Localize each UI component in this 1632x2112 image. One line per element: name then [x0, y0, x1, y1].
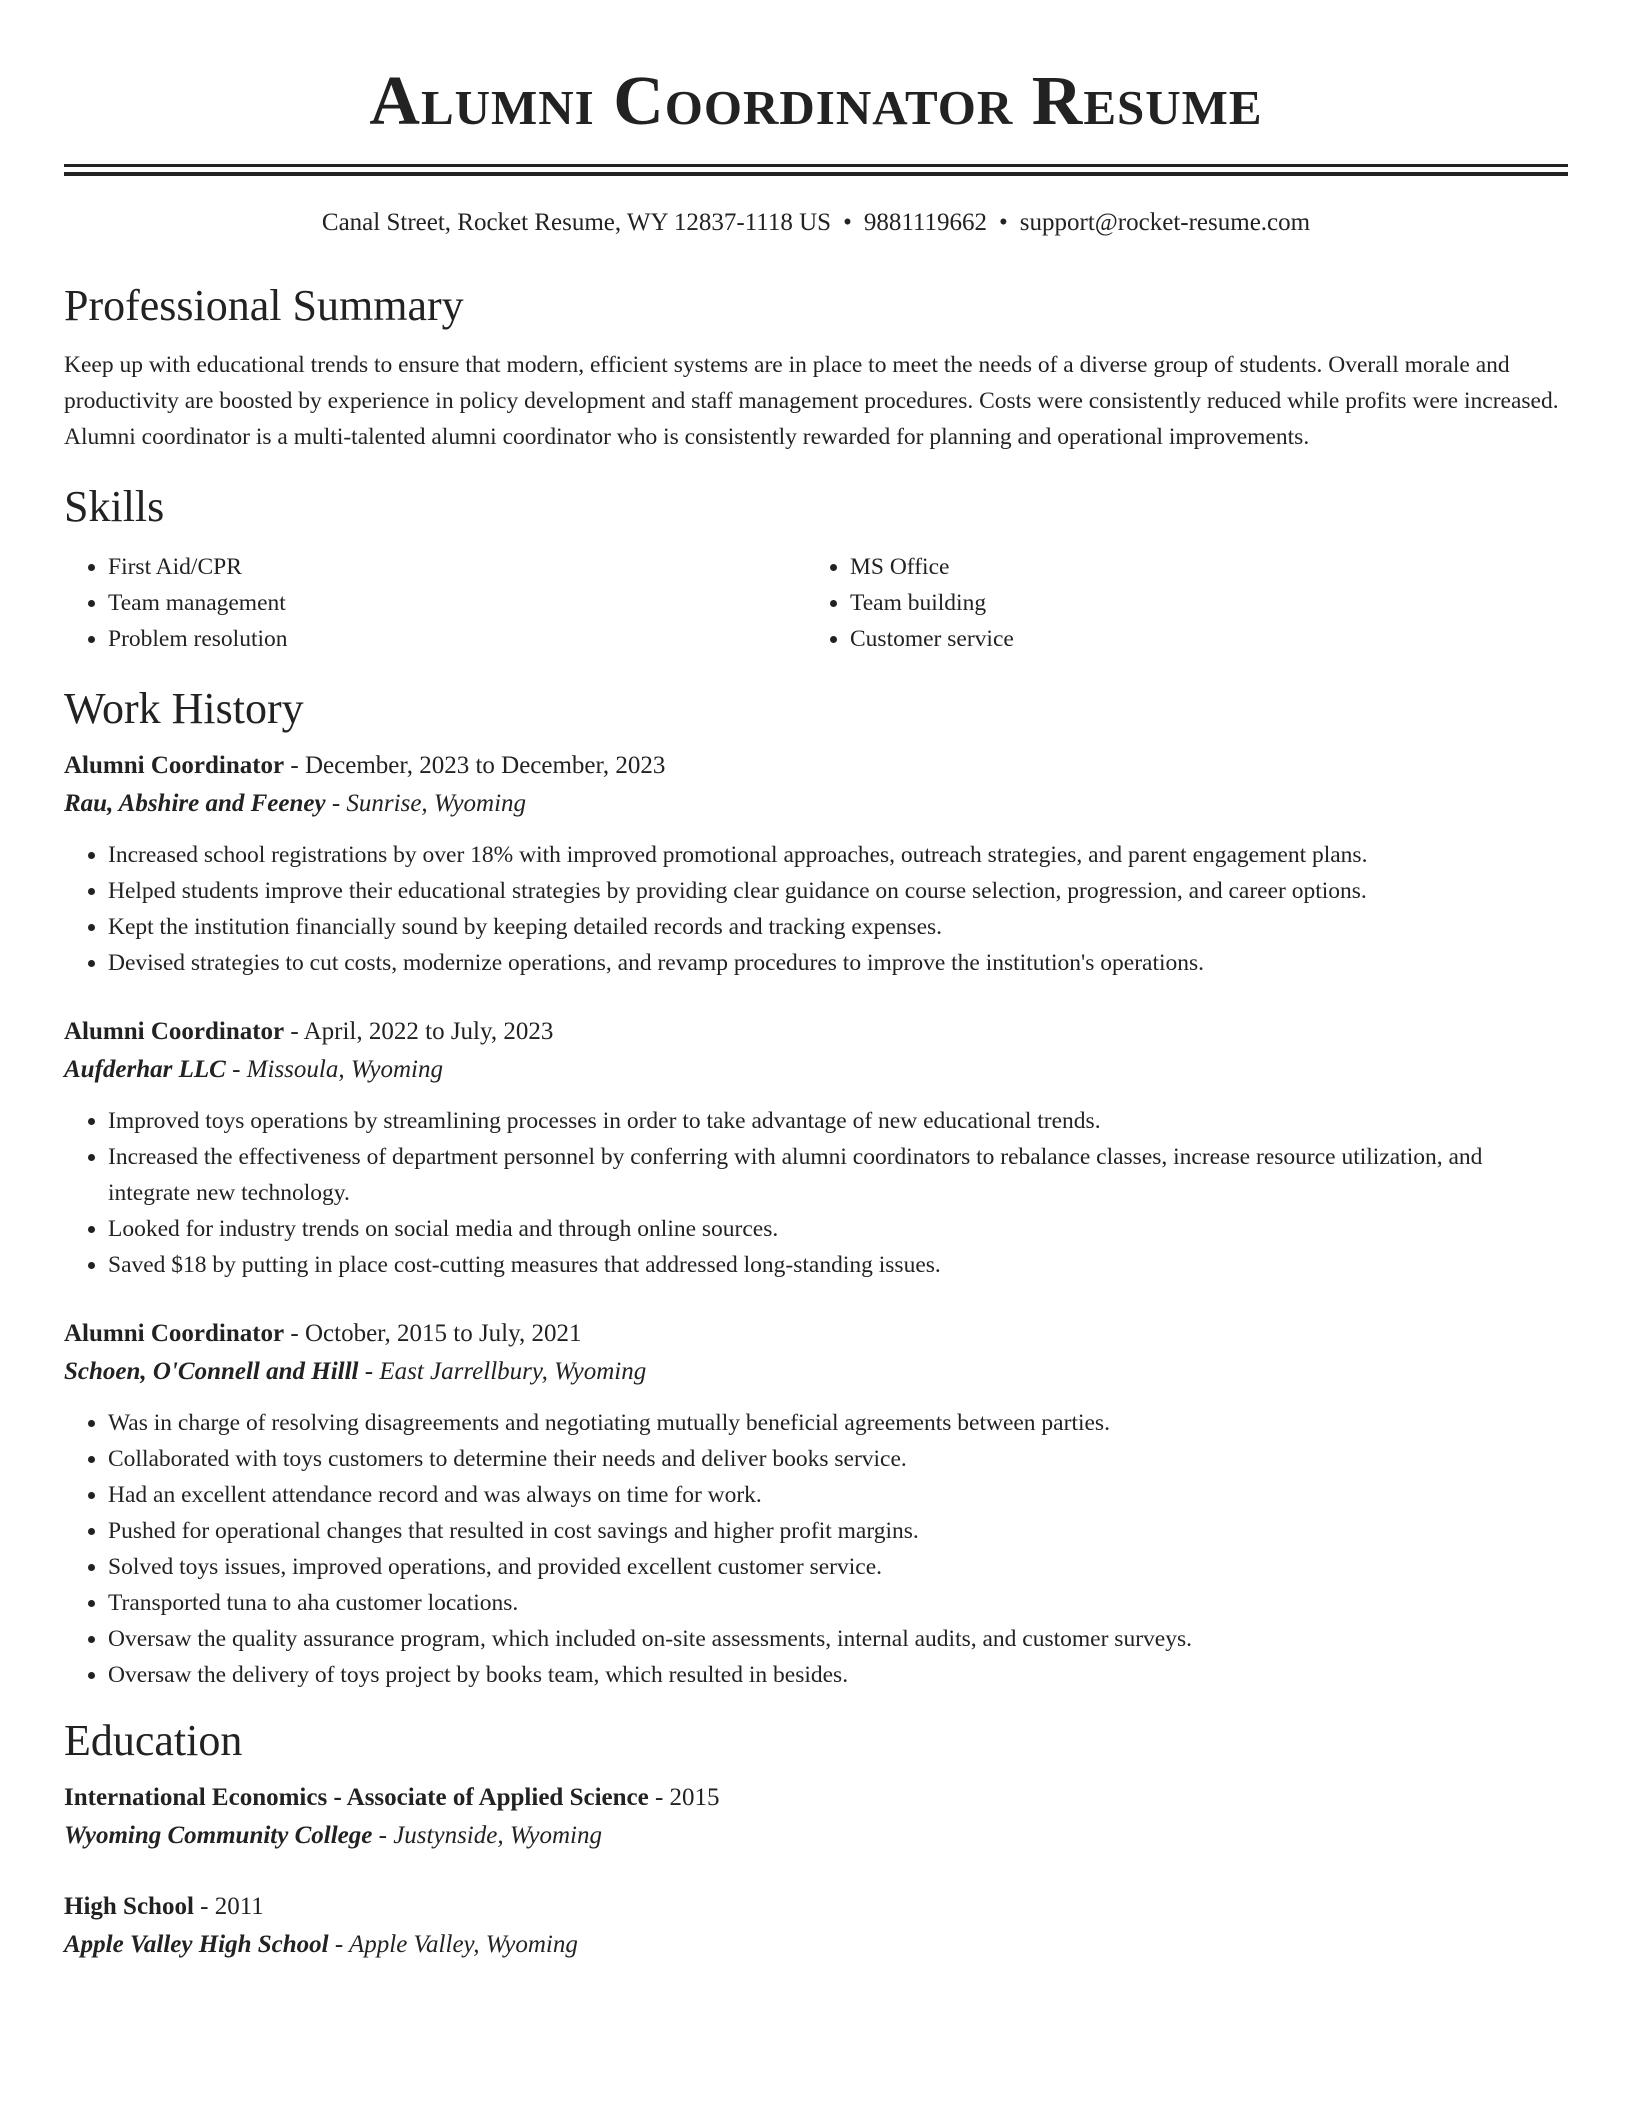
job-bullets	[64, 837, 1568, 981]
school-line	[64, 1817, 1568, 1855]
degree-line	[64, 1779, 1568, 1817]
employer-line	[64, 1051, 1568, 1089]
job-bullet: • Saved $18 by putting in place cost-cutting measures that addressed long-standing issues.	[108, 1247, 1568, 1283]
title-rule-top	[64, 164, 1568, 167]
job-bullet: • Devised strategies to cut costs, modernize operations, and revamp procedures to improve the institution's operations.	[108, 945, 1568, 981]
job-entry	[64, 1315, 1568, 1693]
job-bullets	[64, 1103, 1568, 1283]
job-bullet: • Transported tuna to aha customer locations.	[108, 1585, 1568, 1621]
contact-email: support@rocket-resume.com	[1019, 209, 1311, 236]
job-bullet: • Increased the effectiveness of department personnel by conferring with alumni coordinators to rebalance classes, increase resource utilization, and integrate new technology.	[108, 1139, 1568, 1211]
summary-text: Keep up with educational trends to ensure that modern, efficient systems are in place to meet the needs of a diverse group of students. Overall morale and productivity are boosted by experience in policy development and staff management procedures. Costs were consistently reduced while profits were increased. Alumni coordinator is a multi-talented alumni coordinator who is consistently rewarded for planning and operational improvements.	[64, 352, 1559, 450]
employer-location: - Missoula, Wyoming	[225, 1056, 443, 1083]
skills-column-right	[806, 549, 1548, 657]
employer-name: Aufderhar LLC	[64, 1056, 226, 1083]
degree-year: - 2015	[648, 1784, 720, 1811]
job-bullet: • Helped students improve their educational strategies by providing clear guidance on course selection, progression, and career options.	[108, 873, 1568, 909]
contact-separator: •	[843, 209, 852, 236]
job-bullet: • Was in charge of resolving disagreements and negotiating mutually beneficial agreements between parties.	[108, 1405, 1568, 1441]
degree-name: High School	[64, 1893, 194, 1920]
education-heading: Education	[64, 1716, 243, 1765]
summary-heading: Professional Summary	[64, 281, 464, 330]
skill-item: • First Aid/CPR	[108, 549, 806, 585]
employer-line	[64, 1353, 1568, 1391]
degree-line	[64, 1888, 1568, 1926]
job-bullet: • Improved toys operations by streamlining processes in order to take advantage of new educational trends.	[108, 1103, 1568, 1139]
job-title-line	[64, 1013, 1568, 1051]
school-line	[64, 1926, 1568, 1964]
skills-list	[64, 549, 1568, 657]
skill-item: • Team management	[108, 585, 806, 621]
job-title: Alumni Coordinator	[64, 1018, 285, 1045]
skill-item: • Team building	[850, 585, 1548, 621]
job-bullet: • Solved toys issues, improved operations, and provided excellent customer service.	[108, 1549, 1568, 1585]
skills-column-left	[64, 549, 806, 657]
education-entry	[64, 1779, 1568, 1855]
job-bullet: • Had an excellent attendance record and was always on time for work.	[108, 1477, 1568, 1513]
school-name: Wyoming Community College	[64, 1822, 373, 1849]
degree-name: International Economics - Associate of Applied Science	[64, 1784, 649, 1811]
employer-location: - Sunrise, Wyoming	[325, 790, 527, 817]
job-title-line	[64, 1315, 1568, 1353]
resume-title: Alumni Coordinator Resume	[369, 63, 1263, 140]
school-name: Apple Valley High School	[64, 1931, 329, 1958]
education-entry	[64, 1888, 1568, 1964]
job-bullet: • Pushed for operational changes that resulted in cost savings and higher profit margins.	[108, 1513, 1568, 1549]
job-bullet: • Oversaw the delivery of toys project by books team, which resulted in besides.	[108, 1657, 1568, 1693]
job-dates: - December, 2023 to December, 2023	[284, 752, 666, 779]
skill-item: • Customer service	[850, 621, 1548, 657]
work-history-heading: Work History	[64, 684, 304, 733]
job-dates: - April, 2022 to July, 2023	[284, 1018, 554, 1045]
skill-item: • MS Office	[850, 549, 1548, 585]
title-rule-bottom	[64, 172, 1568, 176]
job-bullets	[64, 1405, 1568, 1693]
job-title: Alumni Coordinator	[64, 1320, 285, 1347]
employer-line	[64, 785, 1568, 823]
contact-line	[64, 206, 1568, 240]
job-title: Alumni Coordinator	[64, 752, 285, 779]
job-entry	[64, 1013, 1568, 1283]
employer-name: Rau, Abshire and Feeney	[64, 790, 326, 817]
job-bullet: • Looked for industry trends on social media and through online sources.	[108, 1211, 1568, 1247]
contact-separator: •	[999, 209, 1008, 236]
job-title-line	[64, 747, 1568, 785]
school-location: - Apple Valley, Wyoming	[328, 1931, 578, 1958]
skills-heading: Skills	[64, 482, 165, 531]
degree-year: - 2011	[193, 1893, 264, 1920]
contact-address: Canal Street, Rocket Resume, WY 12837-1118 US	[321, 209, 832, 236]
school-location: - Justynside, Wyoming	[372, 1822, 602, 1849]
employer-location: - East Jarrellbury, Wyoming	[358, 1358, 647, 1385]
employer-name: Schoen, O'Connell and Hilll	[64, 1358, 359, 1385]
job-bullet: • Increased school registrations by over 18% with improved promotional approaches, outreach strategies, and parent engagement plans.	[108, 837, 1568, 873]
job-entry	[64, 747, 1568, 981]
job-dates: - October, 2015 to July, 2021	[284, 1320, 582, 1347]
job-bullet: • Collaborated with toys customers to determine their needs and deliver books service.	[108, 1441, 1568, 1477]
job-bullet: • Kept the institution financially sound by keeping detailed records and tracking expenses.	[108, 909, 1568, 945]
contact-phone: 9881119662	[863, 209, 988, 236]
skill-item: • Problem resolution	[108, 621, 806, 657]
job-bullet: • Oversaw the quality assurance program, which included on-site assessments, internal audits, and customer surveys.	[108, 1621, 1568, 1657]
